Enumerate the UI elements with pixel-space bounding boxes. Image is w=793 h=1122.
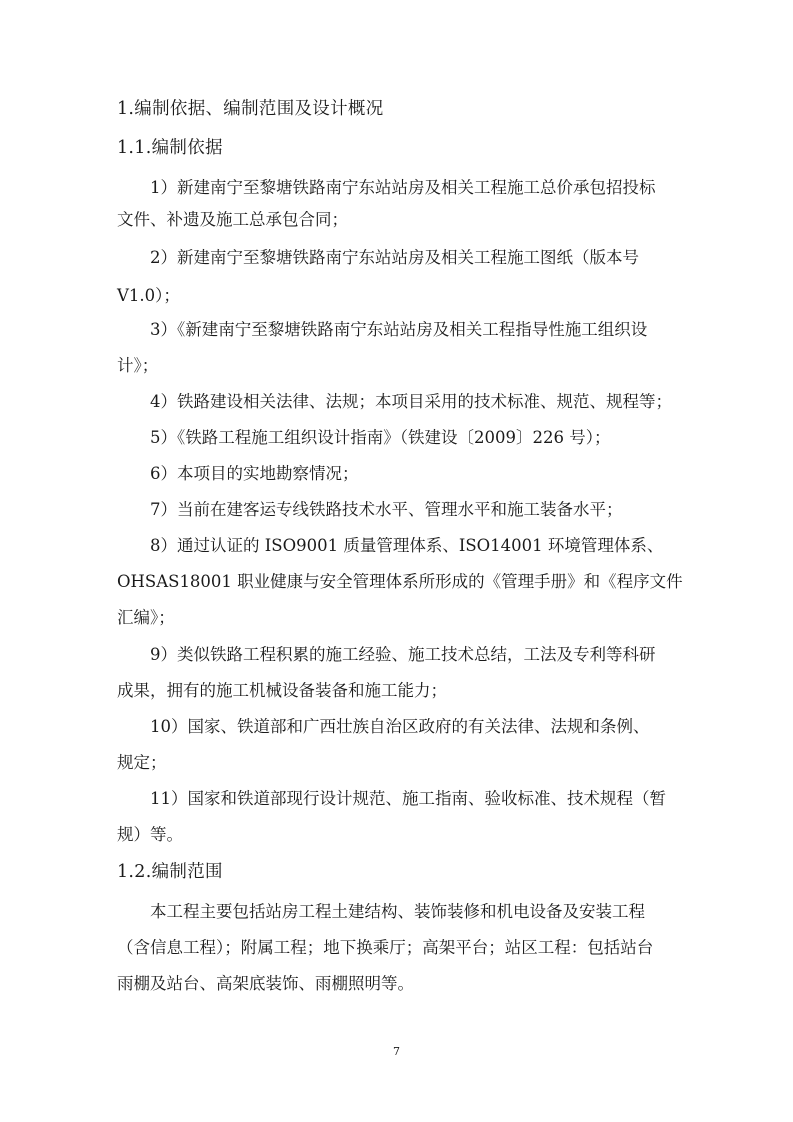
section-1-2-title: 1.2.编制范围 xyxy=(117,862,223,882)
scope-line-2: （含信息工程）；附属工程；地下换乘厅；高架平台；站区工程：包括站台 xyxy=(117,938,654,957)
basis-line-9: 6）本项目的实地勘察情况； xyxy=(150,464,359,483)
basis-line-11: 8）通过认证的 ISO9001 质量管理体系、ISO14001 环境管理体系、 xyxy=(150,536,664,555)
basis-line-7: 4）铁路建设相关法律、法规；本项目采用的技术标准、规范、规程等； xyxy=(150,392,672,411)
section-1-1-title: 1.1.编制依据 xyxy=(117,138,223,158)
basis-line-10: 7）当前在建客运专线铁路技术水平、管理水平和施工装备水平； xyxy=(150,500,623,519)
basis-line-17: 规定； xyxy=(117,753,167,772)
basis-line-2: 文件、补遗及施工总承包合同； xyxy=(117,210,348,229)
page-number: 7 xyxy=(393,1045,400,1058)
basis-line-1: 1）新建南宁至黎塘铁路南宁东站站房及相关工程施工总价承包招投标 xyxy=(150,178,656,197)
scope-line-3: 雨棚及站台、高架底装饰、雨棚照明等。 xyxy=(117,974,414,993)
basis-line-19: 规）等。 xyxy=(117,825,183,844)
basis-line-4: V1.0）； xyxy=(117,286,180,305)
basis-line-16: 10）国家、铁道部和广西壮族自治区政府的有关法律、法规和条例、 xyxy=(150,717,650,736)
basis-line-3: 2）新建南宁至黎塘铁路南宁东站站房及相关工程施工图纸（版本号 xyxy=(150,248,639,267)
basis-line-18: 11）国家和铁道部现行设计规范、施工指南、验收标准、技术规程（暂 xyxy=(150,789,666,808)
basis-line-15: 成果，拥有的施工机械设备装备和施工能力； xyxy=(117,681,447,700)
basis-line-5: 3）《新建南宁至黎塘铁路南宁东站站房及相关工程指导性施工组织设 xyxy=(150,320,648,339)
basis-line-8: 5）《铁路工程施工组织设计指南》（铁建设〔2009〕226 号）； xyxy=(150,428,611,447)
basis-line-6: 计》； xyxy=(117,356,159,375)
scope-line-1: 本工程主要包括站房工程土建结构、装饰装修和机电设备及安装工程 xyxy=(150,902,645,921)
basis-line-12: OHSAS18001 职业健康与安全管理体系所形成的《管理手册》和《程序文件 xyxy=(117,572,683,591)
basis-line-14: 9）类似铁路工程积累的施工经验、施工技术总结，工法及专利等科研 xyxy=(150,645,656,664)
heading-1: 1.编制依据、编制范围及设计概况 xyxy=(117,99,384,119)
basis-line-13: 汇编》； xyxy=(117,608,175,627)
